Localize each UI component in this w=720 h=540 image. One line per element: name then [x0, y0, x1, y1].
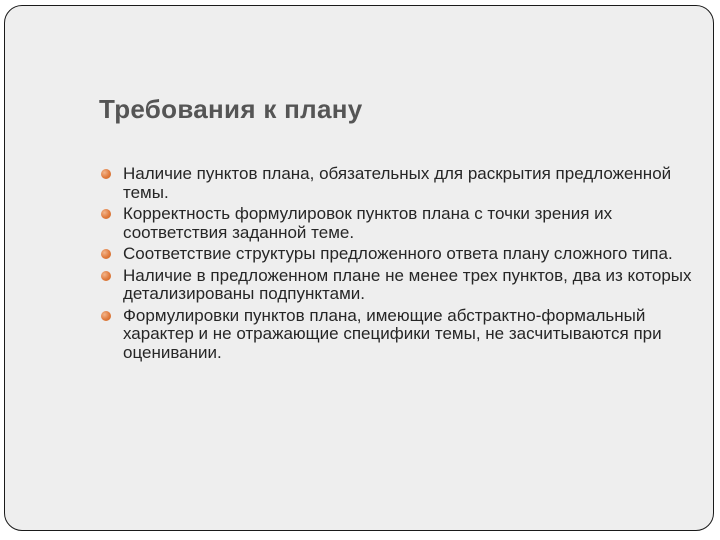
bullet-dot-icon [101, 271, 111, 281]
bullet-text: Формулировки пунктов плана, имеющие абстрактно-формальный характер и не отражающие специфики темы, не засчитываются при оценивании. [123, 305, 662, 362]
bullet-dot-icon [101, 249, 111, 259]
bullet-item [101, 245, 701, 264]
bullet-dot-icon [101, 169, 111, 179]
bullet-text: Наличие в предложенном плане не менее трех пунктов, два из которых детализированы подпунктами. [123, 265, 692, 303]
bullet-item [101, 205, 701, 242]
bullet-text: Корректность формулировок пунктов плана с точки зрения их соответствия заданной теме. [123, 204, 613, 242]
bullet-item [101, 267, 701, 304]
slide [4, 5, 714, 531]
bullet-text: Наличие пунктов плана, обязательных для раскрытия предложенной темы. [123, 164, 672, 202]
bullet-item [101, 165, 701, 202]
bullet-text: Соответствие структуры предложенного ответа плану сложного типа. [123, 244, 673, 263]
bullet-dot-icon [101, 311, 111, 321]
bullet-list [101, 165, 701, 365]
bullet-dot-icon [101, 209, 111, 219]
slide-title: Требования к плану [99, 94, 363, 124]
bullet-item [101, 307, 701, 363]
